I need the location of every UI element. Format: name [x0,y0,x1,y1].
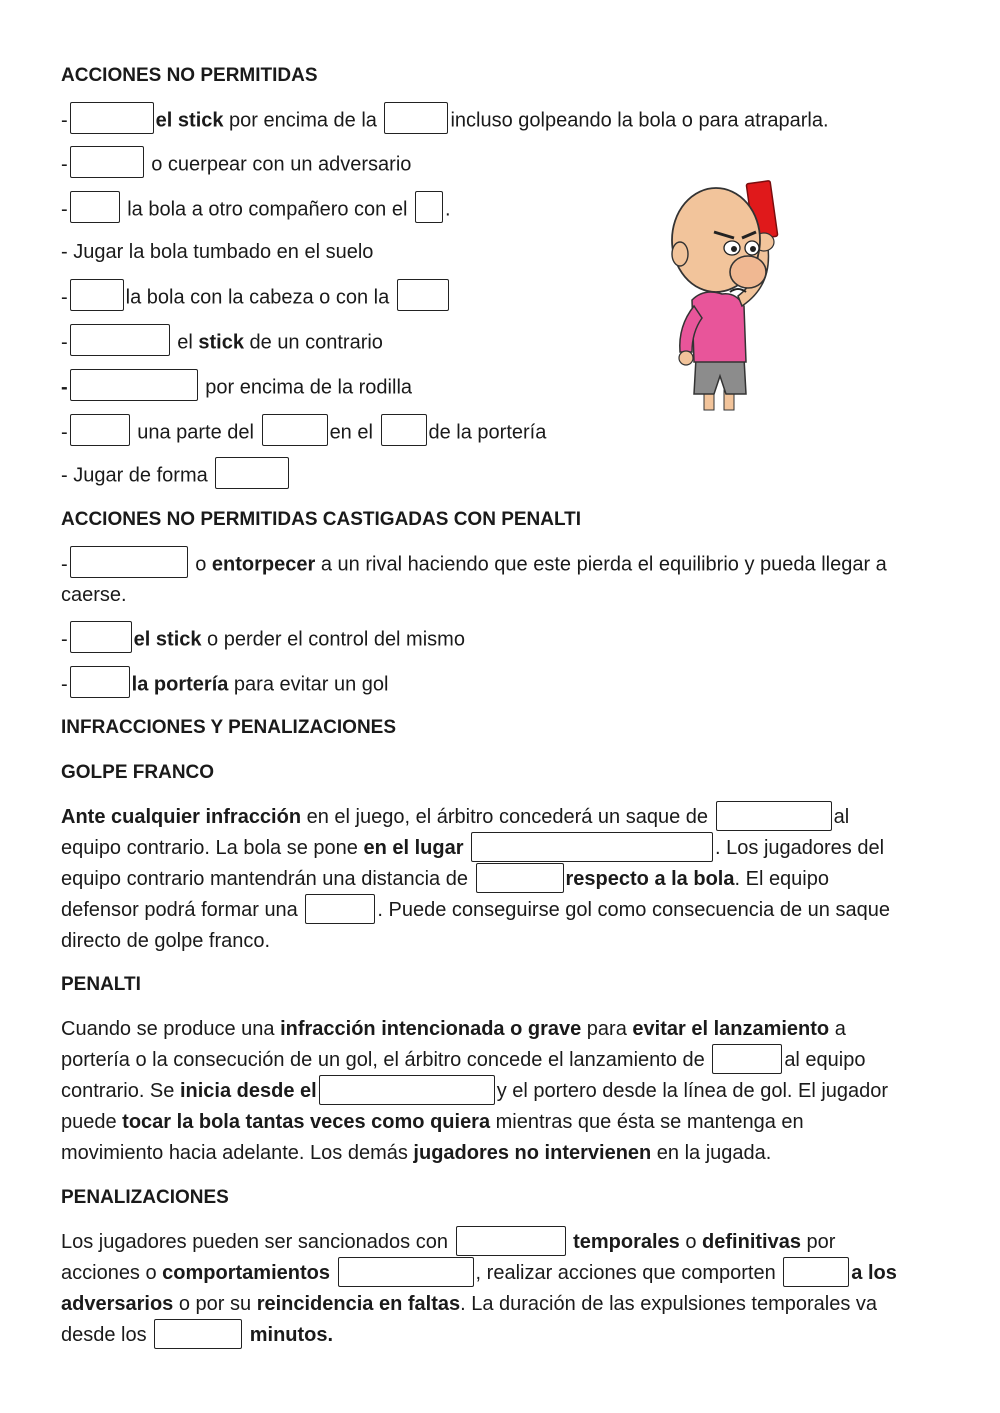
dash: - [61,628,68,651]
text: mientras que ésta se mantenga en [490,1111,804,1133]
line-no-permitidas-8 [61,420,546,446]
text: por [800,1231,836,1253]
bold-text: en el lugar [363,837,464,859]
section-title-penalti: PENALTI [61,974,141,995]
answer-blank[interactable] [338,1257,474,1287]
answer-blank[interactable] [154,1319,242,1349]
bold-text: a los [851,1262,897,1284]
text: en el [329,421,373,444]
bold-text: la portería [131,673,229,696]
answer-blank[interactable] [476,863,564,893]
text: acciones o [61,1262,163,1284]
text: por encima de la [223,109,377,132]
text: para [581,1018,633,1040]
line-no-permitidas-4: - Jugar la bola tumbado en el suelo [61,241,374,263]
text: defensor podrá formar una [61,899,298,921]
text: la bola a otro compañero con el [121,198,408,221]
answer-blank[interactable] [262,414,328,446]
answer-blank[interactable] [70,621,132,653]
dash: - [61,109,68,132]
answer-blank[interactable] [70,414,130,446]
answer-blank[interactable] [70,191,120,223]
text: a un rival haciendo que este pierda el equilibrio y pueda llegar a [315,553,887,576]
section-title-penalti-actions: ACCIONES NO PERMITIDAS CASTIGADAS CON PENALTI [61,509,582,530]
bold-text: entorpecer [211,553,316,576]
answer-blank[interactable] [381,414,427,446]
section-title-no-permitidas: ACCIONES NO PERMITIDAS [61,65,318,86]
answer-blank[interactable] [415,191,443,223]
bold-text: infracción intencionada o grave [280,1018,582,1040]
bold-text: el stick [155,109,224,132]
line-penalti-actions-1 [61,552,941,578]
text: . La duración de las expulsiones temporales va [460,1293,878,1315]
dash: - [61,673,68,696]
text: o perder el control del mismo [201,628,465,651]
text: contrario. Se [61,1080,180,1102]
text: a [829,1018,846,1040]
text: equipo contrario mantendrán una distancia de [61,868,468,890]
answer-blank[interactable] [70,102,154,134]
bold-text: evitar el lanzamiento [632,1018,830,1040]
bold-text: jugadores no intervienen [413,1142,652,1164]
dash: - [61,286,68,309]
referee-red-card-illustration [664,176,784,412]
text: o por su [173,1293,257,1315]
answer-blank[interactable] [215,457,289,489]
text: movimiento hacia adelante. Los demás [61,1142,414,1164]
text: equipo contrario. La bola se pone [61,837,364,859]
text: directo de golpe franco. [61,930,271,952]
line-no-permitidas-6 [61,330,383,356]
text: . El equipo [734,868,829,890]
bold-text: stick [198,331,244,354]
text: en el juego, el árbitro concederá un saque de [301,806,709,828]
text: . Los jugadores del [715,837,885,859]
section-title-infracciones: INFRACCIONES Y PENALIZACIONES [61,717,397,738]
answer-blank[interactable] [716,801,832,831]
text: , realizar acciones que comporten [475,1262,776,1284]
line-no-permitidas-2 [61,152,411,178]
text: o [189,553,212,576]
dash: - [61,331,68,354]
dash: - [61,153,68,176]
section-title-penalizaciones: PENALIZACIONES [61,1187,229,1208]
text: la bola con la cabeza o con la [125,286,390,309]
line-no-permitidas-5 [61,285,451,311]
text: en la jugada. [651,1142,772,1164]
text: de un contrario [243,331,383,354]
line-penalti-actions-3 [61,672,388,698]
dash: - [61,376,68,399]
text: . Puede conseguirse gol como consecuencia de un saque [377,899,890,921]
answer-blank[interactable] [70,324,170,356]
text: incluso golpeando la bola o para atraparla. [450,109,829,132]
bold-text: reincidencia en faltas [256,1293,461,1315]
line-no-permitidas-9 [61,463,291,489]
line-penalti-actions-2 [61,627,465,653]
line-penalti-actions-1b: caerse. [61,584,127,606]
text: para evitar un gol [228,673,389,696]
bold-text: el stick [133,628,202,651]
answer-blank[interactable] [783,1257,849,1287]
bold-text: adversarios [61,1293,174,1315]
answer-blank[interactable] [397,279,449,311]
answer-blank[interactable] [70,666,130,698]
bold-text: temporales [573,1231,680,1253]
text: al equipo [784,1049,866,1071]
text: . [444,198,451,221]
answer-blank[interactable] [384,102,448,134]
line-no-permitidas-1 [61,108,829,134]
text: puede [61,1111,123,1133]
text: y el portero desde la línea de gol. El jugador [496,1080,889,1102]
text: de la portería [428,421,547,444]
text: Los jugadores pueden ser sancionados con [61,1231,448,1253]
answer-blank[interactable] [471,832,713,862]
bold-text: Ante cualquier infracción [61,806,302,828]
text: - Jugar de forma [61,464,208,487]
answer-blank[interactable] [70,279,124,311]
answer-blank[interactable] [70,369,198,401]
text: una parte del [131,421,254,444]
golpe-franco-paragraph [61,802,941,957]
dash: - [61,198,68,221]
text: desde los [61,1324,147,1346]
text: portería o la consecución de un gol, el árbitro concede el lanzamiento de [61,1049,705,1071]
dash: - [61,421,68,444]
answer-blank[interactable] [70,146,144,178]
answer-blank[interactable] [305,894,375,924]
bold-text: minutos. [249,1324,334,1346]
line-no-permitidas-3 [61,197,451,223]
text: Cuando se produce una [61,1018,281,1040]
bold-text: inicia desde el [179,1080,317,1102]
answer-blank[interactable] [712,1044,782,1074]
line-no-permitidas-7 [61,375,412,401]
bold-text: tocar la bola tantas veces como quiera [122,1111,491,1133]
answer-blank[interactable] [70,546,188,578]
penalti-paragraph [61,1014,941,1169]
text: por encima de la rodilla [199,376,413,399]
bold-text: comportamientos [162,1262,330,1284]
answer-blank[interactable] [456,1226,566,1256]
bold-text: respecto a la bola [565,868,735,890]
text: al [833,806,850,828]
section-title-golpe-franco: GOLPE FRANCO [61,762,215,783]
text: o [679,1231,703,1253]
text: el [171,331,199,354]
text: o cuerpear con un adversario [145,153,412,176]
answer-blank[interactable] [319,1075,495,1105]
bold-text: definitivas [702,1231,801,1253]
penalizaciones-paragraph [61,1227,941,1351]
dash: - [61,553,68,576]
